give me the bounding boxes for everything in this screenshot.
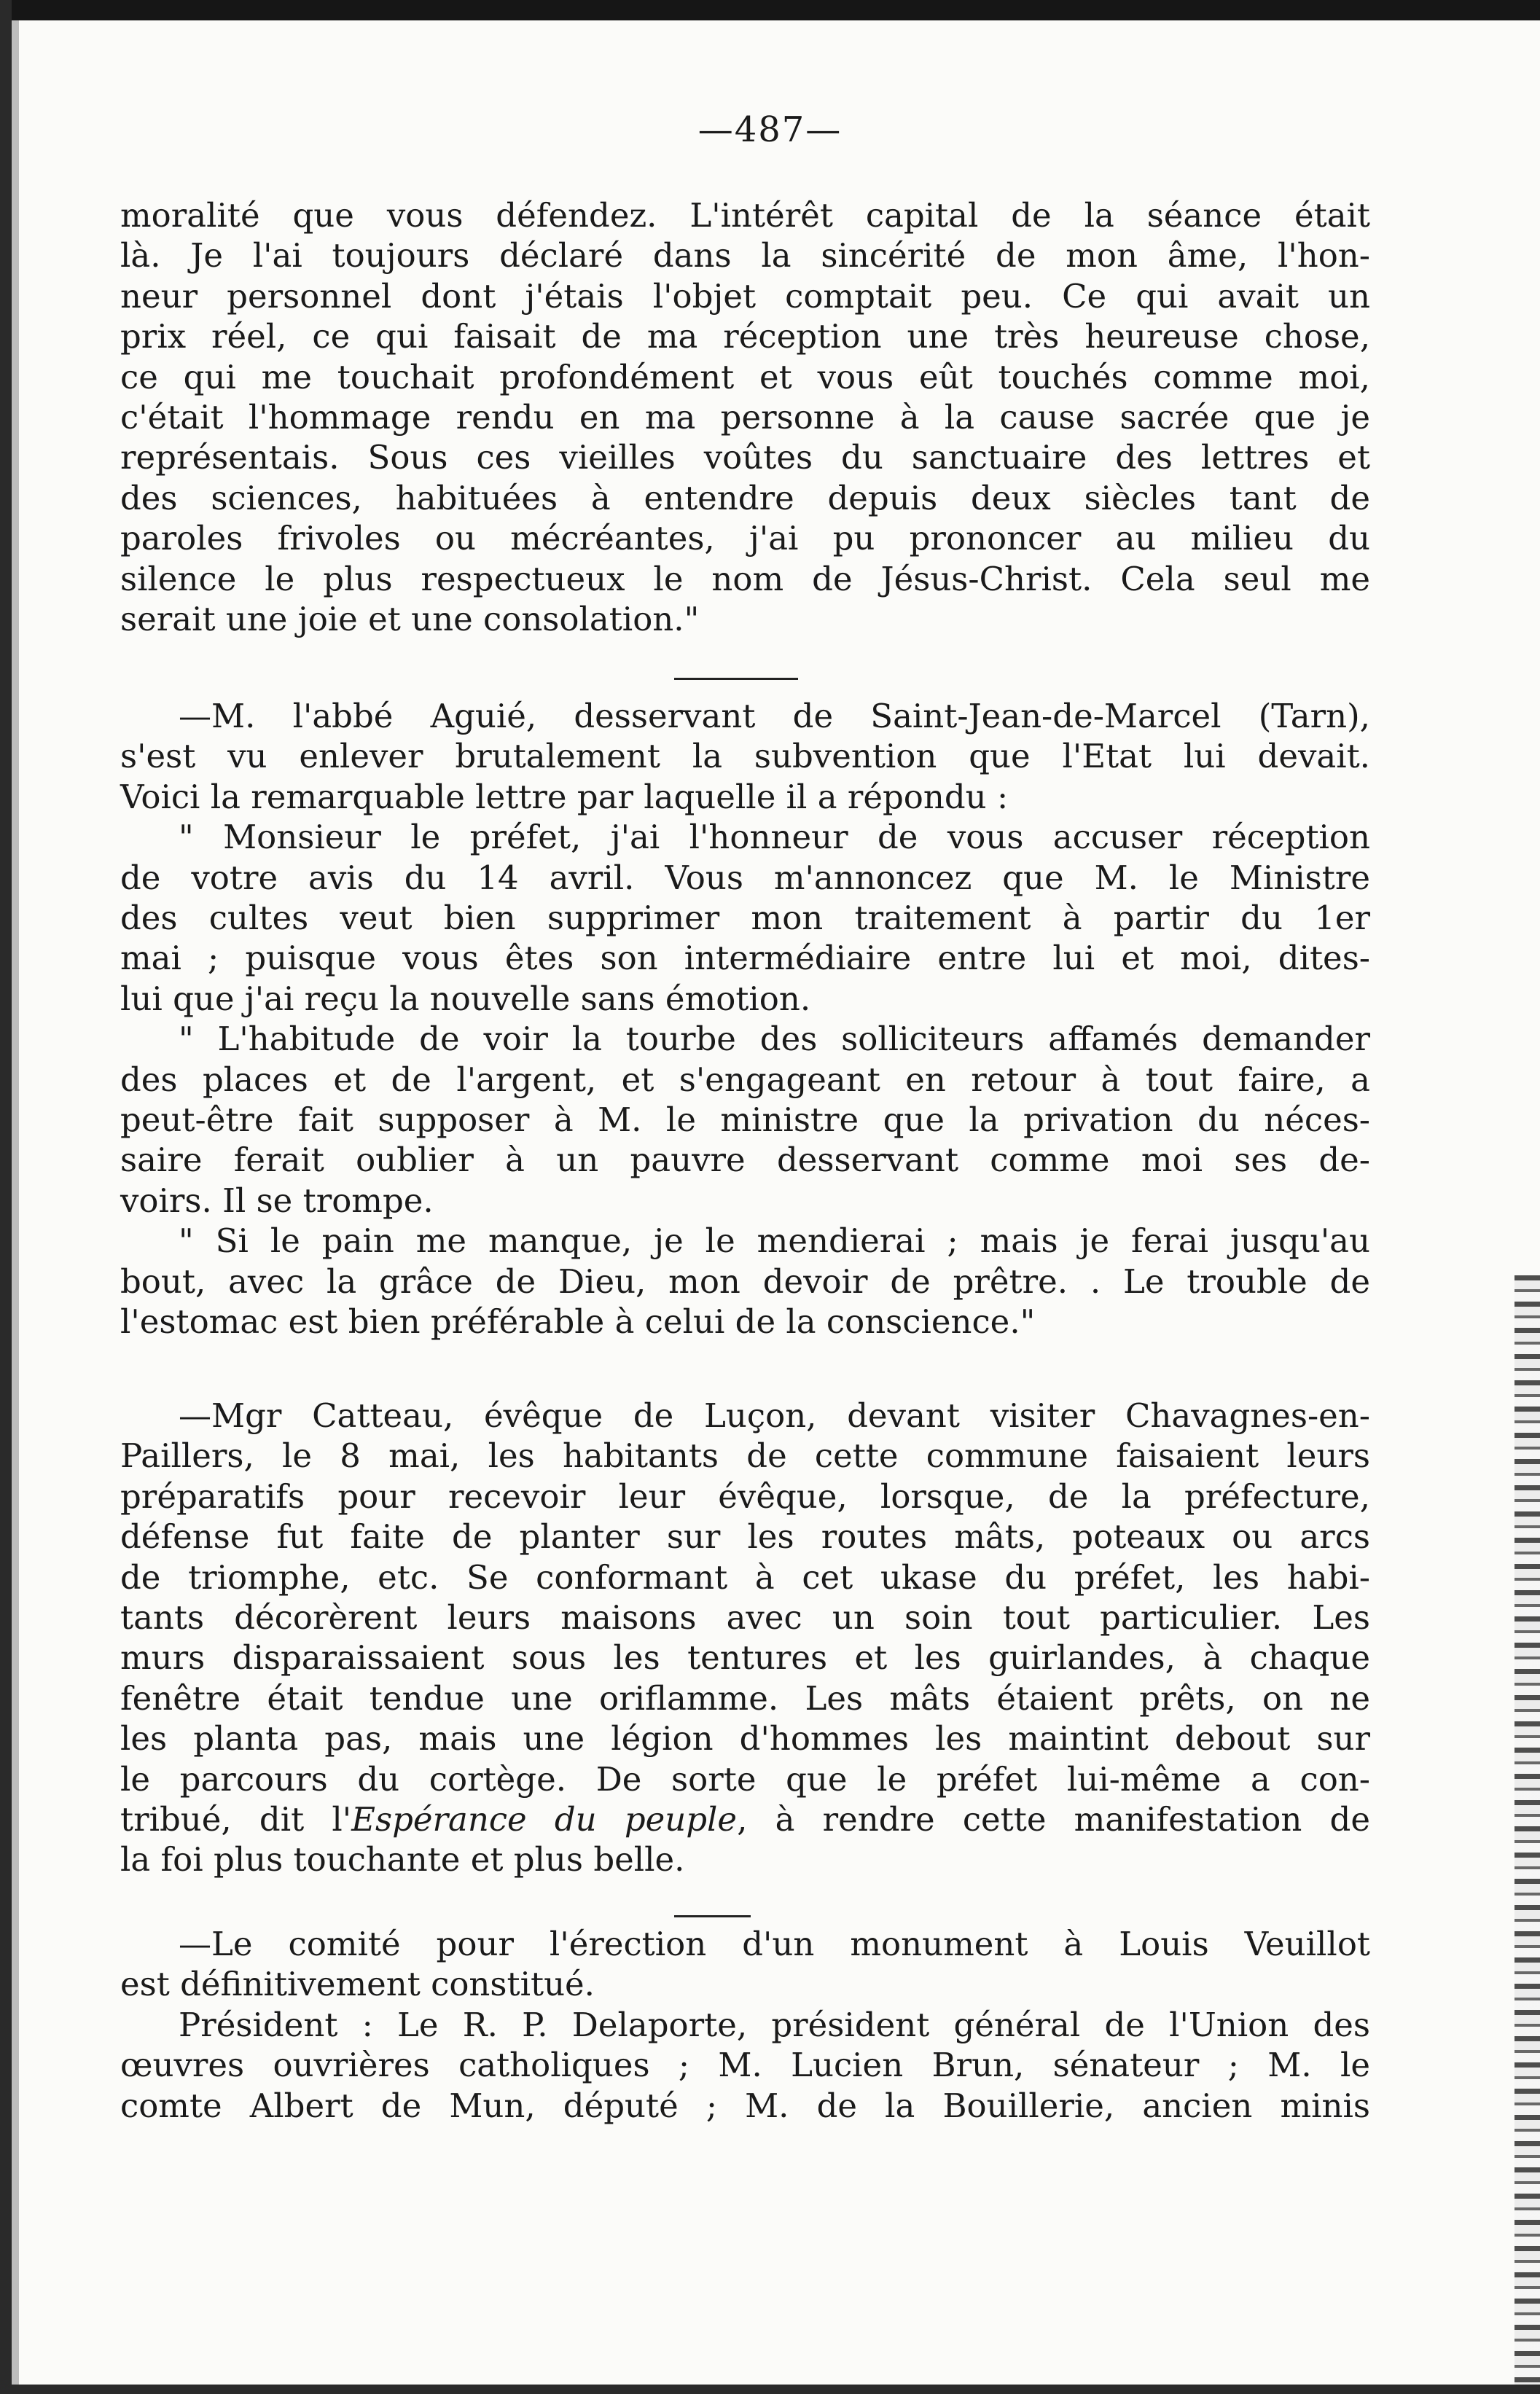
- text-line: serait une joie et une consolation.": [120, 600, 700, 639]
- text-line: bout, avec la grâce de Dieu, mon devoir de prêtre. . Le trouble de: [120, 1261, 1370, 1301]
- text-line: voirs. Il se trompe.: [120, 1181, 434, 1220]
- text-line: des cultes veut bien supprimer mon traitement à partir du 1er: [120, 899, 1370, 938]
- text-line: lui que j'ai reçu la nouvelle sans émotion.: [120, 979, 811, 1018]
- paragraph-quote-ending: [120, 195, 1370, 639]
- text-line: tants décorèrent leurs maisons avec un soin tout particulier. Les: [120, 1598, 1370, 1638]
- text-line: de triomphe, etc. Se conformant à cet ukase du préfet, les habi-: [120, 1557, 1370, 1597]
- text-line: Voici la remarquable lettre par laquelle il a répondu :: [120, 777, 1009, 816]
- text-line: fenêtre était tendue une oriflamme. Les mâts étaient prêts, on ne: [120, 1678, 1370, 1718]
- scan-border-left: [0, 0, 12, 2394]
- text-line: de votre avis du 14 avril. Vous m'annoncez que M. le Ministre: [120, 858, 1370, 897]
- text-line-with-italic: [120, 1799, 1370, 1839]
- text-line: —Mgr Catteau, évêque de Luçon, devant visiter Chavagnes-en-: [179, 1396, 1370, 1435]
- text-line: est définitivement constitué.: [120, 1965, 595, 2004]
- text-line: l'estomac est bien préférable à celui de la conscience.": [120, 1302, 1036, 1342]
- newspaper-title: Espérance du peuple: [351, 1800, 738, 1839]
- text-line: prix réel, ce qui faisait de ma réception une très heureuse chose,: [120, 317, 1370, 356]
- text-line: moralité que vous défendez. L'intérêt capital de la séance était: [120, 196, 1370, 235]
- text-line: ce qui me touchait profondément et vous eût touchés comme moi,: [120, 357, 1370, 396]
- article-abbe-aguie: [120, 696, 1370, 1342]
- text-line: " Monsieur le préfet, j'ai l'honneur de vous accuser réception: [179, 818, 1370, 857]
- text-line: murs disparaissaient sous les tentures et les guirlandes, à chaque: [120, 1638, 1370, 1678]
- text-line: la foi plus touchante et plus belle.: [120, 1840, 685, 1879]
- text-line: Président : Le R. P. Delaporte, président général de l'Union des: [179, 2005, 1370, 2044]
- text-line: préparatifs pour recevoir leur évêque, lorsque, de la préfecture,: [120, 1476, 1370, 1516]
- text-line: —Le comité pour l'érection d'un monument à Louis Veuillot: [179, 1925, 1370, 1963]
- text-line: saire ferait oublier à un pauvre desservant comme moi ses de-: [120, 1141, 1370, 1180]
- text-fragment: , à rendre cette manifestation de: [737, 1800, 1370, 1839]
- text-line: les planta pas, mais une légion d'hommes les maintint debout sur: [120, 1719, 1370, 1759]
- text-line: représentais. Sous ces vieilles voûtes du sanctuaire des lettres et: [120, 438, 1370, 477]
- section-divider: [674, 678, 798, 680]
- text-line: défense fut faite de planter sur les routes mâts, poteaux ou arcs: [120, 1517, 1370, 1557]
- page-number: —487—: [697, 109, 843, 150]
- scan-border-top: [0, 0, 1540, 20]
- article-mgr-catteau: [120, 1396, 1370, 1880]
- text-line: des places et de l'argent, et s'engageant en retour à tout faire, a: [120, 1060, 1370, 1099]
- text-line: œuvres ouvrières catholiques ; M. Lucien Brun, sénateur ; M. le: [120, 2046, 1370, 2085]
- text-line: c'était l'hommage rendu en ma personne à la cause sacrée que je: [120, 398, 1370, 437]
- text-line: neur personnel dont j'étais l'objet comptait peu. Ce qui avait un: [120, 276, 1370, 316]
- text-line: " Si le pain me manque, je le mendierai ; mais je ferai jusqu'au: [179, 1221, 1370, 1261]
- section-divider: [674, 1915, 751, 1917]
- text-line: comte Albert de Mun, député ; M. de la Bouillerie, ancien minis: [120, 2086, 1370, 2125]
- text-line: mai ; puisque vous êtes son intermédiaire entre lui et moi, dites-: [120, 939, 1370, 978]
- text-line: le parcours du cortège. De sorte que le préfet lui-même a con-: [120, 1759, 1370, 1799]
- scan-bleed-through-edge: [1514, 1275, 1540, 2394]
- text-line: paroles frivoles ou mécréantes, j'ai pu prononcer au milieu du: [120, 519, 1370, 558]
- text-line: " L'habitude de voir la tourbe des solliciteurs affamés demander: [179, 1020, 1370, 1059]
- text-line: —M. l'abbé Aguié, desservant de Saint-Jean-de-Marcel (Tarn),: [179, 697, 1370, 735]
- text-line: silence le plus respectueux le nom de Jésus-Christ. Cela seul me: [120, 559, 1370, 598]
- scan-border-bottom: [0, 2385, 1540, 2394]
- text-line: Paillers, le 8 mai, les habitants de cette commune faisaient leurs: [120, 1436, 1370, 1476]
- text-fragment: tribué, dit l': [120, 1800, 352, 1839]
- text-line: s'est vu enlever brutalement la subvention que l'Etat lui devait.: [120, 737, 1370, 776]
- text-line: des sciences, habituées à entendre depuis deux siècles tant de: [120, 478, 1370, 517]
- scan-gutter-shadow: [12, 20, 19, 2394]
- article-comite-veuillot: [120, 1924, 1370, 2126]
- text-line: peut-être fait supposer à M. le ministre que la privation du néces-: [120, 1100, 1370, 1140]
- text-line: là. Je l'ai toujours déclaré dans la sincérité de mon âme, l'hon-: [120, 236, 1370, 275]
